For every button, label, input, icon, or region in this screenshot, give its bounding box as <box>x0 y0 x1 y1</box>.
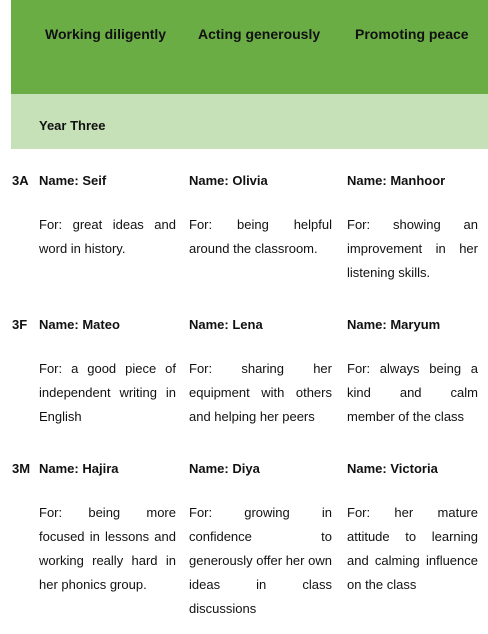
award-name: Name: Olivia <box>189 173 268 188</box>
class-label: 3F <box>12 317 28 332</box>
award-reason: For: sharing her equipment with others and helping her peers <box>189 361 332 424</box>
award-reason: For: always being a kind and calm member of the class <box>347 361 478 424</box>
award-name: Name: Lena <box>189 317 263 332</box>
year-label: Year Three <box>39 118 106 133</box>
award-reason: For: growing in confidence to generously offer her own ideas in class discussions <box>189 505 332 616</box>
header-band <box>11 0 488 94</box>
award-name: Name: Seif <box>39 173 107 188</box>
award-reason: For: her mature attitude to learning and calming influence on the class <box>347 505 478 592</box>
class-label: 3A <box>12 173 29 188</box>
award-reason: For: showing an improvement in her listening skills. <box>347 217 478 280</box>
column-header-acting-generously: Acting generously <box>198 26 321 42</box>
award-name: Name: Victoria <box>347 461 438 476</box>
column-header-promoting-peace: Promoting peace <box>355 26 469 42</box>
award-name: Name: Maryum <box>347 317 441 332</box>
award-name: Name: Manhoor <box>347 173 446 188</box>
award-reason: For: a good piece of independent writing in English <box>39 361 176 424</box>
award-name: Name: Mateo <box>39 317 120 332</box>
award-reason: For: being more focused in lessons and working really hard in her phonics group. <box>39 505 176 592</box>
column-header-working-diligently: Working diligently <box>45 26 167 42</box>
class-label: 3M <box>12 461 31 476</box>
award-reason: For: being helpful around the classroom. <box>189 217 332 256</box>
award-reason: For: great ideas and word in history. <box>39 217 176 256</box>
award-name: Name: Diya <box>189 461 260 476</box>
award-name: Name: Hajira <box>39 461 119 476</box>
year-band <box>11 94 488 149</box>
